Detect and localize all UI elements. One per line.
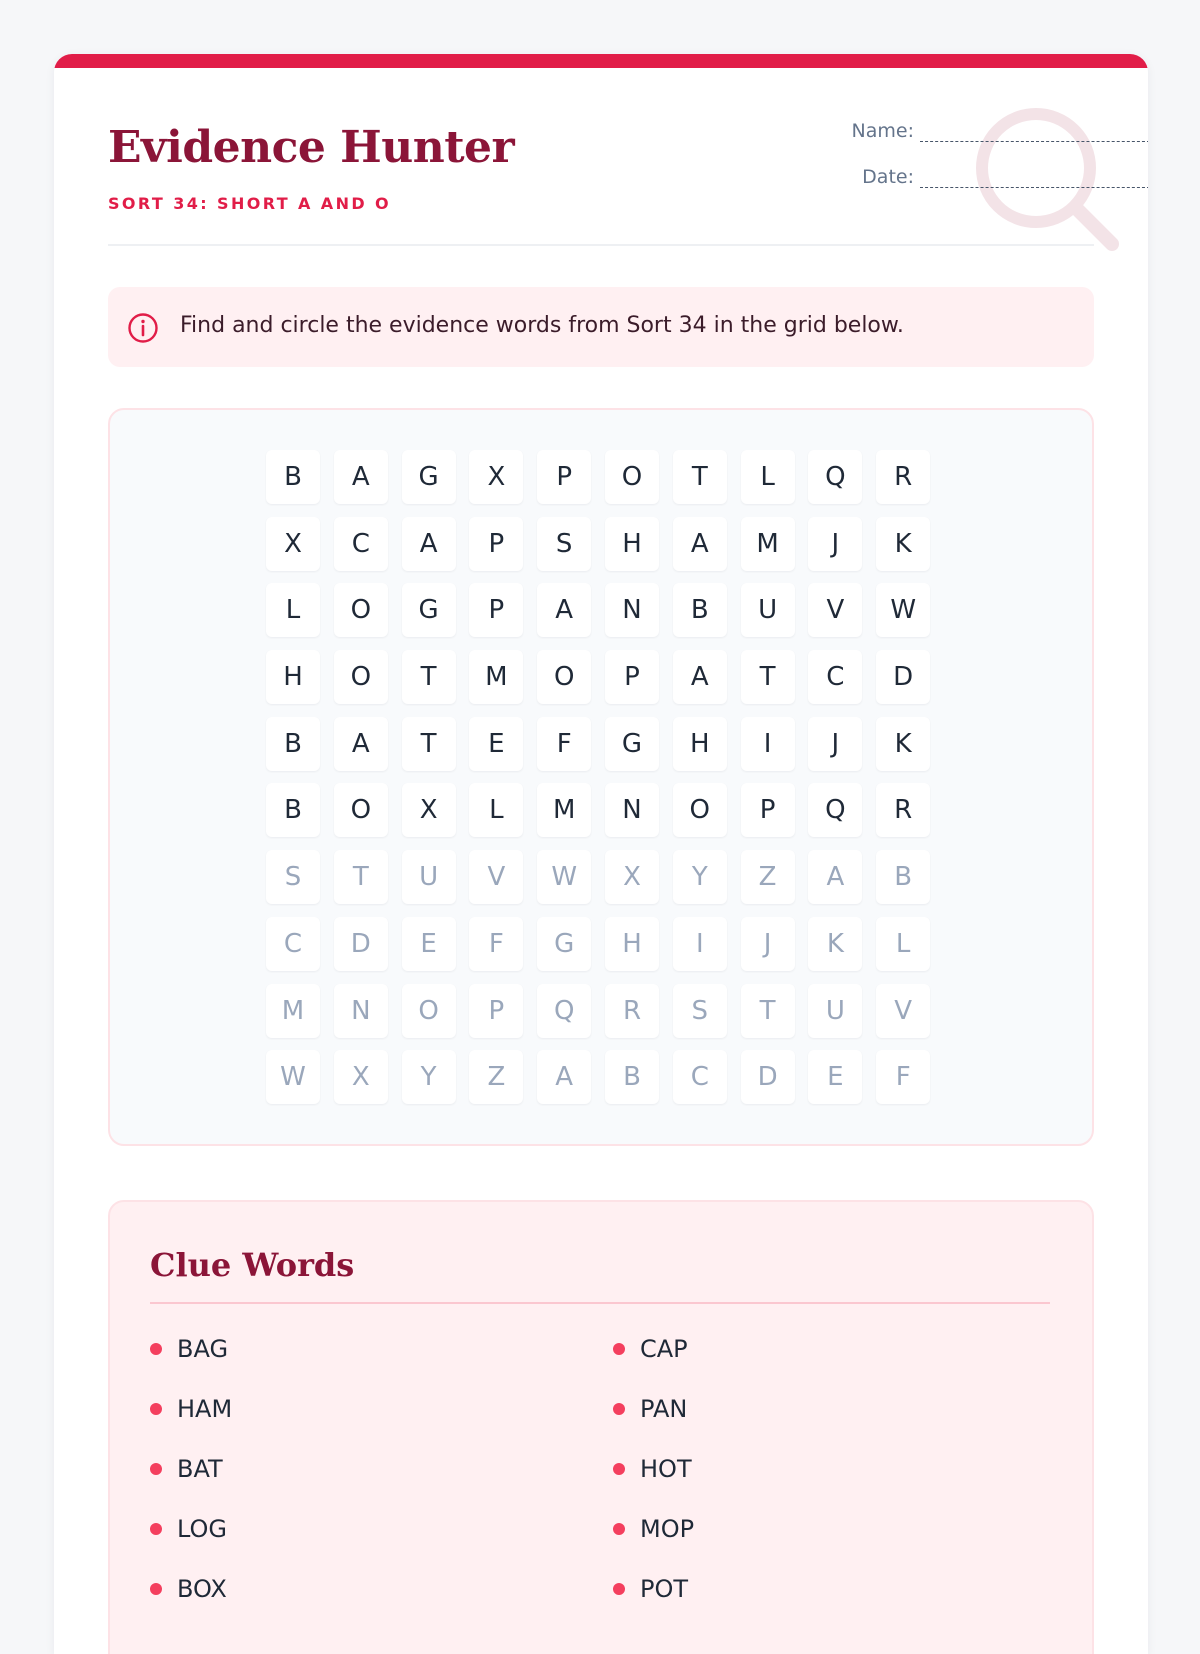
grid-cell[interactable]: T	[741, 650, 795, 704]
grid-cell[interactable]: U	[402, 850, 456, 904]
grid-cell[interactable]: I	[673, 917, 727, 971]
clue-word	[150, 1332, 613, 1392]
grid-cell[interactable]: G	[537, 917, 591, 971]
bullet-icon	[150, 1343, 162, 1355]
grid-cell[interactable]: Y	[402, 1050, 456, 1104]
grid-cell[interactable]: P	[469, 583, 523, 637]
grid-cell[interactable]: X	[605, 850, 659, 904]
grid-cell[interactable]: Z	[469, 1050, 523, 1104]
grid-cell[interactable]: E	[402, 917, 456, 971]
grid-cell[interactable]: A	[537, 1050, 591, 1104]
grid-cell[interactable]: A	[808, 850, 862, 904]
grid-cell[interactable]: B	[605, 1050, 659, 1104]
grid-cell[interactable]: E	[808, 1050, 862, 1104]
instruction-banner	[108, 287, 1094, 367]
grid-cell[interactable]: B	[266, 450, 320, 504]
clue-word	[613, 1332, 1050, 1392]
grid-cell[interactable]: E	[469, 717, 523, 771]
grid-cell[interactable]: M	[741, 517, 795, 571]
clue-word	[150, 1452, 613, 1512]
clue-word-text: HOT	[640, 1455, 692, 1483]
grid-cell[interactable]: G	[605, 717, 659, 771]
grid-cell[interactable]: J	[808, 717, 862, 771]
clue-divider	[150, 1302, 1050, 1304]
grid-cell[interactable]: P	[469, 984, 523, 1038]
grid-cell[interactable]: D	[334, 917, 388, 971]
clue-word-text: BAG	[177, 1335, 229, 1363]
grid-cell[interactable]: O	[334, 783, 388, 837]
clue-words-panel	[108, 1200, 1094, 1654]
grid-cell[interactable]: A	[673, 517, 727, 571]
grid-cell[interactable]: C	[673, 1050, 727, 1104]
clue-word-text: BOX	[177, 1575, 227, 1603]
grid-cell[interactable]: Q	[808, 783, 862, 837]
grid-cell[interactable]: B	[876, 850, 930, 904]
grid-cell[interactable]: L	[266, 583, 320, 637]
grid-cell[interactable]: R	[605, 984, 659, 1038]
date-field[interactable]	[734, 166, 1148, 212]
grid-cell[interactable]: F	[876, 1050, 930, 1104]
name-field[interactable]	[734, 120, 1148, 166]
grid-cell[interactable]: X	[402, 783, 456, 837]
grid-cell[interactable]: G	[402, 450, 456, 504]
grid-cell[interactable]: T	[402, 650, 456, 704]
grid-cell[interactable]: G	[402, 583, 456, 637]
grid-cell[interactable]: T	[402, 717, 456, 771]
grid-cell[interactable]: O	[402, 984, 456, 1038]
bullet-icon	[613, 1523, 625, 1535]
instruction-text: Find and circle the evidence words from Sort 34 in the grid below.	[180, 313, 904, 338]
grid-cell[interactable]: W	[537, 850, 591, 904]
grid-cell[interactable]: A	[673, 650, 727, 704]
grid-cell[interactable]: M	[537, 783, 591, 837]
clue-word-list	[150, 1332, 1050, 1632]
clue-words-title: Clue Words	[150, 1246, 355, 1284]
grid-cell[interactable]: P	[741, 783, 795, 837]
grid-cell[interactable]: B	[673, 583, 727, 637]
grid-cell[interactable]: K	[808, 917, 862, 971]
grid-cell[interactable]: O	[605, 450, 659, 504]
grid-cell[interactable]: P	[469, 517, 523, 571]
clue-word-text: PAN	[640, 1395, 688, 1423]
grid-cell[interactable]: B	[266, 717, 320, 771]
worksheet-card	[54, 54, 1148, 1654]
grid-cell[interactable]: I	[741, 717, 795, 771]
name-label: Name:	[851, 120, 914, 142]
grid-cell[interactable]: M	[266, 984, 320, 1038]
clue-word	[613, 1572, 1050, 1632]
accent-bar	[54, 54, 1148, 68]
grid-cell[interactable]: A	[334, 450, 388, 504]
info-icon	[126, 311, 160, 345]
page-subtitle: SORT 34: SHORT A AND O	[108, 194, 392, 213]
clue-word	[150, 1512, 613, 1572]
grid-cell[interactable]: V	[876, 984, 930, 1038]
grid-cell[interactable]: S	[266, 850, 320, 904]
grid-cell[interactable]: W	[876, 583, 930, 637]
grid-cell[interactable]: W	[266, 1050, 320, 1104]
grid-cell[interactable]: R	[876, 450, 930, 504]
grid-cell[interactable]: B	[266, 783, 320, 837]
grid-cell[interactable]: L	[876, 917, 930, 971]
date-label: Date:	[862, 166, 914, 188]
grid-cell[interactable]: O	[537, 650, 591, 704]
grid-cell[interactable]: S	[673, 984, 727, 1038]
grid-cell[interactable]: Y	[673, 850, 727, 904]
grid-cell[interactable]: P	[537, 450, 591, 504]
grid-cell[interactable]: C	[266, 917, 320, 971]
grid-cell[interactable]: H	[266, 650, 320, 704]
grid-cell[interactable]: F	[469, 917, 523, 971]
grid-cell[interactable]: J	[808, 517, 862, 571]
grid-cell[interactable]: X	[334, 1050, 388, 1104]
grid-cell[interactable]: D	[741, 1050, 795, 1104]
grid-cell[interactable]: D	[876, 650, 930, 704]
word-search-grid	[266, 450, 930, 1104]
grid-cell[interactable]: X	[469, 450, 523, 504]
clue-word-text: POT	[640, 1575, 689, 1603]
grid-cell[interactable]: V	[469, 850, 523, 904]
grid-cell[interactable]: L	[469, 783, 523, 837]
clue-word-text: HAM	[177, 1395, 233, 1423]
bullet-icon	[613, 1583, 625, 1595]
clue-word	[613, 1392, 1050, 1452]
grid-cell[interactable]: C	[808, 650, 862, 704]
word-search-panel	[108, 408, 1094, 1146]
grid-cell[interactable]: H	[605, 917, 659, 971]
clue-word-text: BAT	[177, 1455, 223, 1483]
grid-cell[interactable]: A	[402, 517, 456, 571]
grid-cell[interactable]: U	[741, 583, 795, 637]
grid-cell[interactable]: V	[808, 583, 862, 637]
grid-cell[interactable]: K	[876, 717, 930, 771]
grid-cell[interactable]: H	[673, 717, 727, 771]
grid-cell[interactable]: F	[537, 717, 591, 771]
grid-cell[interactable]: J	[741, 917, 795, 971]
grid-cell[interactable]: C	[334, 517, 388, 571]
grid-cell[interactable]: O	[673, 783, 727, 837]
grid-cell[interactable]: K	[876, 517, 930, 571]
grid-cell[interactable]: T	[334, 850, 388, 904]
page-title: Evidence Hunter	[108, 122, 515, 173]
bullet-icon	[150, 1583, 162, 1595]
grid-cell[interactable]: O	[334, 650, 388, 704]
grid-cell[interactable]: N	[605, 583, 659, 637]
clue-word-text: CAP	[640, 1335, 688, 1363]
student-info-fields	[734, 120, 1148, 212]
grid-cell[interactable]: S	[537, 517, 591, 571]
clue-word	[150, 1572, 613, 1632]
bullet-icon	[613, 1403, 625, 1415]
bullet-icon	[613, 1463, 625, 1475]
header-divider	[108, 244, 1094, 246]
grid-cell[interactable]: Q	[808, 450, 862, 504]
grid-cell[interactable]: X	[266, 517, 320, 571]
bullet-icon	[150, 1523, 162, 1535]
grid-cell[interactable]: P	[605, 650, 659, 704]
grid-cell[interactable]: A	[537, 583, 591, 637]
name-blank[interactable]	[920, 141, 1148, 142]
clue-word	[613, 1452, 1050, 1512]
date-blank[interactable]	[920, 187, 1148, 188]
grid-cell[interactable]: N	[605, 783, 659, 837]
grid-cell[interactable]: N	[334, 984, 388, 1038]
grid-cell[interactable]: T	[741, 984, 795, 1038]
grid-cell[interactable]: Q	[537, 984, 591, 1038]
grid-cell[interactable]: Z	[741, 850, 795, 904]
bullet-icon	[613, 1343, 625, 1355]
grid-cell[interactable]: U	[808, 984, 862, 1038]
grid-cell[interactable]: L	[741, 450, 795, 504]
grid-cell[interactable]: T	[673, 450, 727, 504]
clue-word-text: LOG	[177, 1515, 228, 1543]
bullet-icon	[150, 1403, 162, 1415]
clue-word	[150, 1392, 613, 1452]
grid-cell[interactable]: R	[876, 783, 930, 837]
grid-cell[interactable]: A	[334, 717, 388, 771]
clue-word-text: MOP	[640, 1515, 695, 1543]
grid-cell[interactable]: H	[605, 517, 659, 571]
bullet-icon	[150, 1463, 162, 1475]
grid-cell[interactable]: O	[334, 583, 388, 637]
grid-cell[interactable]: M	[469, 650, 523, 704]
clue-word	[613, 1512, 1050, 1572]
